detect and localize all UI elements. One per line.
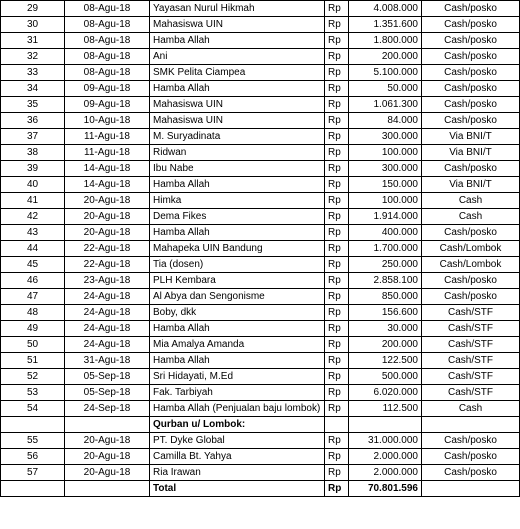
row-number: 47	[1, 289, 65, 305]
row-donor-name: Ria Irawan	[150, 465, 325, 481]
row-amount: 1.061.300	[349, 97, 422, 113]
section-cell-no	[1, 417, 65, 433]
row-payment-info: Cash/STF	[422, 321, 520, 337]
row-currency: Rp	[325, 385, 349, 401]
row-payment-info: Cash/posko	[422, 97, 520, 113]
row-payment-info: Cash/posko	[422, 1, 520, 17]
row-amount: 2.000.000	[349, 449, 422, 465]
row-payment-info: Cash/STF	[422, 305, 520, 321]
table-row	[1, 1, 520, 17]
table-row	[1, 49, 520, 65]
row-donor-name: SMK Pelita Ciampea	[150, 65, 325, 81]
total-amount: 70.801.596	[349, 481, 422, 497]
row-currency: Rp	[325, 225, 349, 241]
table-row	[1, 337, 520, 353]
row-date: 14-Agu-18	[65, 161, 150, 177]
row-number: 43	[1, 225, 65, 241]
row-amount: 6.020.000	[349, 385, 422, 401]
row-amount: 150.000	[349, 177, 422, 193]
row-donor-name: Mahasiswa UIN	[150, 97, 325, 113]
table-row	[1, 305, 520, 321]
row-payment-info: Via BNI/T	[422, 129, 520, 145]
row-currency: Rp	[325, 81, 349, 97]
row-payment-info: Cash/STF	[422, 353, 520, 369]
row-date: 20-Agu-18	[65, 225, 150, 241]
row-date: 20-Agu-18	[65, 433, 150, 449]
row-number: 44	[1, 241, 65, 257]
row-donor-name: Hamba Allah	[150, 81, 325, 97]
table-row	[1, 209, 520, 225]
table-row	[1, 113, 520, 129]
table-row	[1, 385, 520, 401]
row-donor-name: Ani	[150, 49, 325, 65]
section-cell-date	[65, 417, 150, 433]
row-date: 24-Sep-18	[65, 401, 150, 417]
row-amount: 1.800.000	[349, 33, 422, 49]
row-amount: 31.000.000	[349, 433, 422, 449]
row-amount: 1.351.600	[349, 17, 422, 33]
table-row	[1, 81, 520, 97]
row-date: 05-Sep-18	[65, 369, 150, 385]
row-currency: Rp	[325, 353, 349, 369]
row-donor-name: Himka	[150, 193, 325, 209]
row-number: 53	[1, 385, 65, 401]
row-date: 11-Agu-18	[65, 145, 150, 161]
row-date: 20-Agu-18	[65, 193, 150, 209]
row-number: 34	[1, 81, 65, 97]
row-payment-info: Cash/posko	[422, 161, 520, 177]
row-amount: 156.600	[349, 305, 422, 321]
row-currency: Rp	[325, 17, 349, 33]
row-amount: 400.000	[349, 225, 422, 241]
row-number: 37	[1, 129, 65, 145]
row-currency: Rp	[325, 257, 349, 273]
section-label: Qurban u/ Lombok:	[150, 417, 325, 433]
row-date: 09-Agu-18	[65, 97, 150, 113]
table-row	[1, 369, 520, 385]
table-row	[1, 225, 520, 241]
row-amount: 2.858.100	[349, 273, 422, 289]
row-currency: Rp	[325, 465, 349, 481]
table-row	[1, 321, 520, 337]
row-currency: Rp	[325, 145, 349, 161]
row-donor-name: Camilla Bt. Yahya	[150, 449, 325, 465]
row-date: 22-Agu-18	[65, 241, 150, 257]
row-payment-info: Cash/posko	[422, 33, 520, 49]
row-donor-name: Mahapeka UIN Bandung	[150, 241, 325, 257]
row-number: 29	[1, 1, 65, 17]
row-payment-info: Cash/posko	[422, 289, 520, 305]
row-number: 52	[1, 369, 65, 385]
row-payment-info: Cash/posko	[422, 81, 520, 97]
row-currency: Rp	[325, 33, 349, 49]
row-donor-name: PLH Kembara	[150, 273, 325, 289]
row-date: 14-Agu-18	[65, 177, 150, 193]
row-donor-name: Fak. Tarbiyah	[150, 385, 325, 401]
table-row	[1, 129, 520, 145]
row-donor-name: Hamba Allah	[150, 33, 325, 49]
row-payment-info: Cash/posko	[422, 225, 520, 241]
row-date: 24-Agu-18	[65, 321, 150, 337]
row-date: 08-Agu-18	[65, 65, 150, 81]
table-row	[1, 465, 520, 481]
row-currency: Rp	[325, 49, 349, 65]
table-row	[1, 65, 520, 81]
row-donor-name: Yayasan Nurul Hikmah	[150, 1, 325, 17]
row-payment-info: Cash	[422, 209, 520, 225]
table-row	[1, 241, 520, 257]
row-donor-name: Mia Amalya Amanda	[150, 337, 325, 353]
row-currency: Rp	[325, 1, 349, 17]
row-donor-name: Hamba Allah	[150, 225, 325, 241]
table-row	[1, 161, 520, 177]
row-currency: Rp	[325, 65, 349, 81]
row-currency: Rp	[325, 209, 349, 225]
row-amount: 1.700.000	[349, 241, 422, 257]
row-currency: Rp	[325, 161, 349, 177]
row-date: 24-Agu-18	[65, 305, 150, 321]
row-currency: Rp	[325, 193, 349, 209]
row-number: 56	[1, 449, 65, 465]
row-amount: 112.500	[349, 401, 422, 417]
donation-rows	[1, 1, 520, 417]
row-number: 38	[1, 145, 65, 161]
row-amount: 4.008.000	[349, 1, 422, 17]
row-amount: 500.000	[349, 369, 422, 385]
total-cell-info	[422, 481, 520, 497]
row-payment-info: Cash	[422, 401, 520, 417]
row-amount: 30.000	[349, 321, 422, 337]
total-cell-date	[65, 481, 150, 497]
row-date: 11-Agu-18	[65, 129, 150, 145]
row-payment-info: Cash/posko	[422, 465, 520, 481]
row-date: 10-Agu-18	[65, 113, 150, 129]
row-date: 08-Agu-18	[65, 33, 150, 49]
row-payment-info: Cash/Lombok	[422, 257, 520, 273]
section-header	[1, 417, 520, 433]
row-payment-info: Cash/STF	[422, 385, 520, 401]
row-payment-info: Cash/posko	[422, 433, 520, 449]
table-row	[1, 449, 520, 465]
row-currency: Rp	[325, 177, 349, 193]
row-date: 24-Agu-18	[65, 289, 150, 305]
row-currency: Rp	[325, 337, 349, 353]
row-donor-name: Hamba Allah	[150, 353, 325, 369]
row-date: 05-Sep-18	[65, 385, 150, 401]
row-currency: Rp	[325, 97, 349, 113]
row-currency: Rp	[325, 369, 349, 385]
row-payment-info: Via BNI/T	[422, 145, 520, 161]
table-row	[1, 353, 520, 369]
row-donor-name: Boby, dkk	[150, 305, 325, 321]
row-date: 23-Agu-18	[65, 273, 150, 289]
row-donor-name: Al Abya dan Sengonisme	[150, 289, 325, 305]
section-cell-info	[422, 417, 520, 433]
row-payment-info: Cash/Lombok	[422, 241, 520, 257]
row-amount: 100.000	[349, 145, 422, 161]
total-currency: Rp	[325, 481, 349, 497]
row-number: 33	[1, 65, 65, 81]
row-payment-info: Cash/posko	[422, 65, 520, 81]
row-donor-name: Sri Hidayati, M.Ed	[150, 369, 325, 385]
row-date: 20-Agu-18	[65, 465, 150, 481]
table-row	[1, 401, 520, 417]
row-donor-name: Hamba Allah (Penjualan baju lombok)	[150, 401, 325, 417]
row-donor-name: Ridwan	[150, 145, 325, 161]
table-row	[1, 193, 520, 209]
table-row	[1, 33, 520, 49]
row-amount: 50.000	[349, 81, 422, 97]
row-date: 31-Agu-18	[65, 353, 150, 369]
table-row	[1, 145, 520, 161]
row-number: 57	[1, 465, 65, 481]
row-date: 09-Agu-18	[65, 81, 150, 97]
total-row	[1, 481, 520, 497]
row-payment-info: Cash	[422, 193, 520, 209]
row-date: 20-Agu-18	[65, 209, 150, 225]
row-amount: 200.000	[349, 49, 422, 65]
row-amount: 5.100.000	[349, 65, 422, 81]
row-number: 35	[1, 97, 65, 113]
row-donor-name: PT. Dyke Global	[150, 433, 325, 449]
table-row	[1, 289, 520, 305]
row-currency: Rp	[325, 273, 349, 289]
table-row	[1, 273, 520, 289]
row-number: 50	[1, 337, 65, 353]
row-amount: 300.000	[349, 161, 422, 177]
row-currency: Rp	[325, 241, 349, 257]
row-currency: Rp	[325, 321, 349, 337]
row-number: 46	[1, 273, 65, 289]
row-currency: Rp	[325, 433, 349, 449]
row-number: 48	[1, 305, 65, 321]
total-section	[1, 481, 520, 497]
row-number: 54	[1, 401, 65, 417]
row-donor-name: Hamba Allah	[150, 177, 325, 193]
total-label: Total	[150, 481, 325, 497]
section-row	[1, 417, 520, 433]
row-payment-info: Cash/posko	[422, 49, 520, 65]
table-row	[1, 97, 520, 113]
row-payment-info: Via BNI/T	[422, 177, 520, 193]
row-donor-name: Hamba Allah	[150, 321, 325, 337]
row-donor-name: M. Suryadinata	[150, 129, 325, 145]
row-currency: Rp	[325, 113, 349, 129]
row-date: 08-Agu-18	[65, 17, 150, 33]
row-number: 32	[1, 49, 65, 65]
row-payment-info: Cash/STF	[422, 369, 520, 385]
row-amount: 2.000.000	[349, 465, 422, 481]
row-donor-name: Tia (dosen)	[150, 257, 325, 273]
row-date: 24-Agu-18	[65, 337, 150, 353]
qurban-rows	[1, 433, 520, 481]
row-date: 08-Agu-18	[65, 1, 150, 17]
row-amount: 300.000	[349, 129, 422, 145]
row-donor-name: Ibu Nabe	[150, 161, 325, 177]
row-amount: 122.500	[349, 353, 422, 369]
row-number: 39	[1, 161, 65, 177]
row-date: 22-Agu-18	[65, 257, 150, 273]
row-payment-info: Cash/STF	[422, 337, 520, 353]
row-amount: 850.000	[349, 289, 422, 305]
table-row	[1, 257, 520, 273]
row-donor-name: Mahasiswa UIN	[150, 17, 325, 33]
row-number: 55	[1, 433, 65, 449]
total-cell-no	[1, 481, 65, 497]
section-cell-rp	[325, 417, 349, 433]
row-amount: 1.914.000	[349, 209, 422, 225]
row-number: 40	[1, 177, 65, 193]
table-row	[1, 177, 520, 193]
row-payment-info: Cash/posko	[422, 17, 520, 33]
row-number: 30	[1, 17, 65, 33]
row-payment-info: Cash/posko	[422, 273, 520, 289]
row-currency: Rp	[325, 449, 349, 465]
row-currency: Rp	[325, 289, 349, 305]
row-number: 45	[1, 257, 65, 273]
row-amount: 250.000	[349, 257, 422, 273]
row-currency: Rp	[325, 305, 349, 321]
row-date: 08-Agu-18	[65, 49, 150, 65]
row-number: 31	[1, 33, 65, 49]
row-number: 41	[1, 193, 65, 209]
row-payment-info: Cash/posko	[422, 449, 520, 465]
row-number: 51	[1, 353, 65, 369]
table-row	[1, 433, 520, 449]
row-amount: 84.000	[349, 113, 422, 129]
row-amount: 200.000	[349, 337, 422, 353]
section-cell-amount	[349, 417, 422, 433]
row-amount: 100.000	[349, 193, 422, 209]
row-donor-name: Dema Fikes	[150, 209, 325, 225]
row-donor-name: Mahasiswa UIN	[150, 113, 325, 129]
row-number: 42	[1, 209, 65, 225]
table-row	[1, 17, 520, 33]
row-date: 20-Agu-18	[65, 449, 150, 465]
row-number: 49	[1, 321, 65, 337]
row-currency: Rp	[325, 401, 349, 417]
row-payment-info: Cash/posko	[422, 113, 520, 129]
row-number: 36	[1, 113, 65, 129]
row-currency: Rp	[325, 129, 349, 145]
